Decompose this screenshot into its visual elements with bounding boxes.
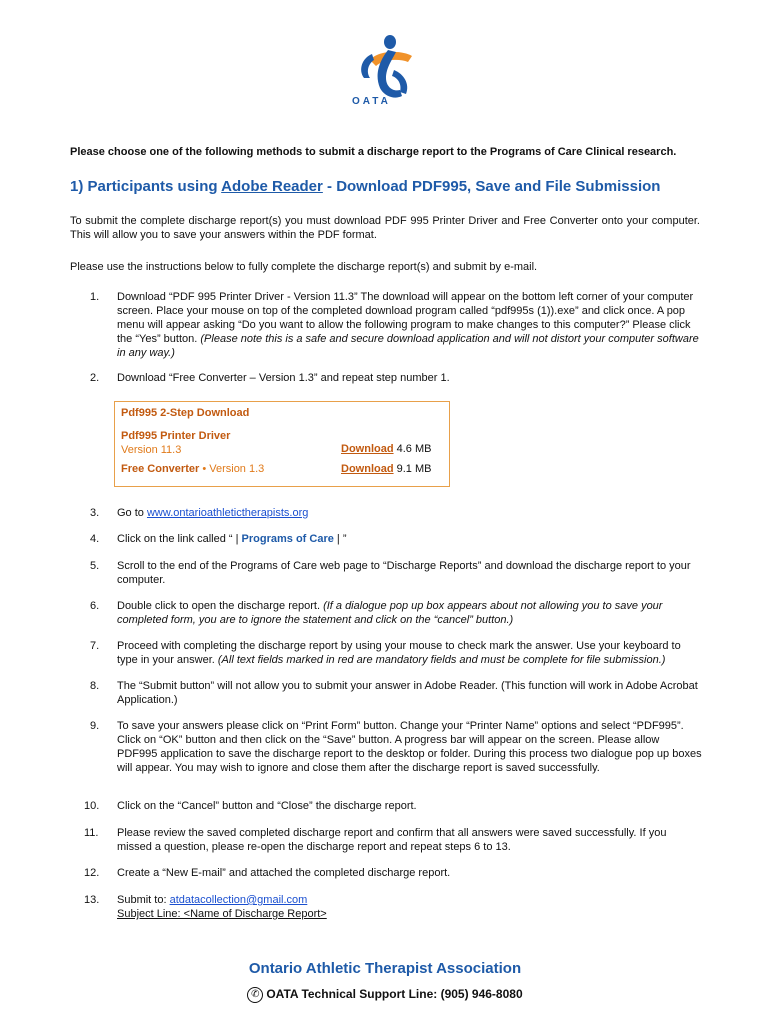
free-converter-download-link[interactable]: Download (341, 463, 394, 475)
step-number: 1. (90, 291, 100, 303)
step-12-text: Create a “New E-mail” and attached the completed discharge report. (117, 867, 451, 879)
step-number: 7. (90, 640, 100, 652)
step-number: 4. (90, 533, 100, 545)
phone-icon: ✆ (247, 987, 263, 1003)
step-number: 13. (84, 894, 100, 906)
step-text (117, 290, 702, 360)
step-number: 10. (84, 800, 100, 812)
pdf995-download-row (341, 443, 431, 455)
step-number: 5. (90, 560, 100, 572)
step-6-note: (If a dialogue pop up box appears about not allowing you to save your completed form, you are to ignore the statement and click on the “cancel” button.) (117, 600, 663, 626)
step-text (117, 893, 702, 921)
email-link[interactable]: atdatacollection@gmail.com (169, 894, 308, 906)
paragraph-instructions: Please use the instructions below to fully complete the discharge report(s) and submit by e-mail. (70, 261, 538, 273)
footer-title: Ontario Athletic Therapist Association (248, 960, 522, 977)
pdf995-driver-name: Pdf995 Printer Driver (121, 430, 231, 442)
free-converter-version: Version 1.3 (209, 463, 265, 475)
step-4-text: Click on the link called “ | (117, 533, 242, 545)
step-13-text: Submit to: (117, 894, 170, 906)
pdf995-size: 4.6 MB (396, 443, 432, 455)
free-converter-row (121, 463, 264, 475)
step-text (117, 599, 702, 627)
heading-suffix: - Download PDF995, Save and File Submission (322, 178, 661, 195)
logo-text: OATA (352, 96, 391, 107)
step-text (117, 639, 702, 667)
step-6-text: Double click to open the discharge report. (117, 600, 324, 612)
step-text (117, 532, 702, 546)
step-7-note: (All text fields marked in red are mandatory fields and must be complete for file submission.) (217, 654, 666, 666)
step-10-text: Click on the “Cancel” button and “Close” the discharge report. (117, 800, 417, 812)
heading-adobe-reader: Adobe Reader (221, 178, 323, 195)
download-box-title: Pdf995 2-Step Download (121, 407, 250, 419)
free-converter-size: 9.1 MB (396, 463, 432, 475)
pdf995-driver-version: Version 11.3 (121, 444, 182, 456)
pdf995-download-link[interactable]: Download (341, 443, 394, 455)
step-7-text: Proceed with completing the discharge report by using your mouse to check mark the answer. Use your keyboard to type in your answer. (117, 640, 681, 666)
step-3-text: Go to (117, 507, 147, 519)
step-text (117, 506, 702, 520)
step-1-note: (Please note this is a safe and secure download application and will not distort your computer software in any way.) (117, 333, 699, 359)
step-9-text: To save your answers please click on “Print Form” button. Change your “Printer Name” options and select “PDF995”. Click on “OK” button and then click on the “Save” button. A progress bar will appear on the screen. Please allow PDF995 application to save the discharge report to the desktop or folder. During this process two dialogue pop up boxes will appear. You may wish to ignore and close them after the discharge report is saved successfully. (117, 720, 702, 774)
step-11-text: Please review the saved completed discharge report and confirm that all answers were saved successfully. If you missed a question, please re-open the discharge report and repeat steps 6 to 13. (117, 827, 667, 853)
download-box (114, 401, 450, 487)
step-number: 12. (84, 867, 100, 879)
step-8-text: The “Submit button” will not allow you to submit your answer in Adobe Reader. (This function will work in Adobe Acrobat Application.) (117, 680, 698, 706)
step-number: 11. (84, 827, 99, 839)
step-1-text: Download “PDF 995 Printer Driver - Version 11.3” The download will appear on the bottom left corner of your computer screen. Place your mouse on top of the completed download program called “pdf995s (1)).exe” and click once. A pop menu will appear asking “Do you want to allow the following program to make changes to this computer?” Please click the “Yes” button. (117, 291, 694, 345)
section-heading (70, 178, 710, 195)
heading-prefix: 1) Participants using (70, 178, 222, 195)
free-converter-name: Free Converter (121, 463, 200, 475)
programs-of-care-link[interactable]: Programs of Care (241, 533, 334, 545)
support-line (0, 987, 770, 1003)
step-5-text: Scroll to the end of the Programs of Care web page to “Discharge Reports” and download the discharge report to your computer. (117, 560, 691, 586)
step-number: 9. (90, 720, 100, 732)
step-4-text-end: | ” (333, 533, 347, 545)
website-link[interactable]: www.ontarioathletictherapists.org (146, 507, 309, 519)
intro-text: Please choose one of the following methods to submit a discharge report to the Programs of Care Clinical research. (70, 146, 677, 158)
step-number: 6. (90, 600, 100, 612)
step-2-text: Download “Free Converter – Version 1.3” and repeat step number 1. (117, 372, 450, 384)
free-converter-download-row (341, 463, 431, 475)
step-number: 2. (90, 372, 100, 384)
support-text: OATA Technical Support Line: (905) 946-8080 (266, 987, 523, 1002)
step-number: 3. (90, 507, 100, 519)
step-number: 8. (90, 680, 100, 692)
subject-line: Subject Line: <Name of Discharge Report> (117, 908, 327, 920)
separator: • (199, 463, 210, 475)
paragraph-submit-info: To submit the complete discharge report(s) you must download PDF 995 Printer Driver and Free Converter onto your computer. This will allow you to save your answers within the PDF format. (70, 215, 700, 241)
